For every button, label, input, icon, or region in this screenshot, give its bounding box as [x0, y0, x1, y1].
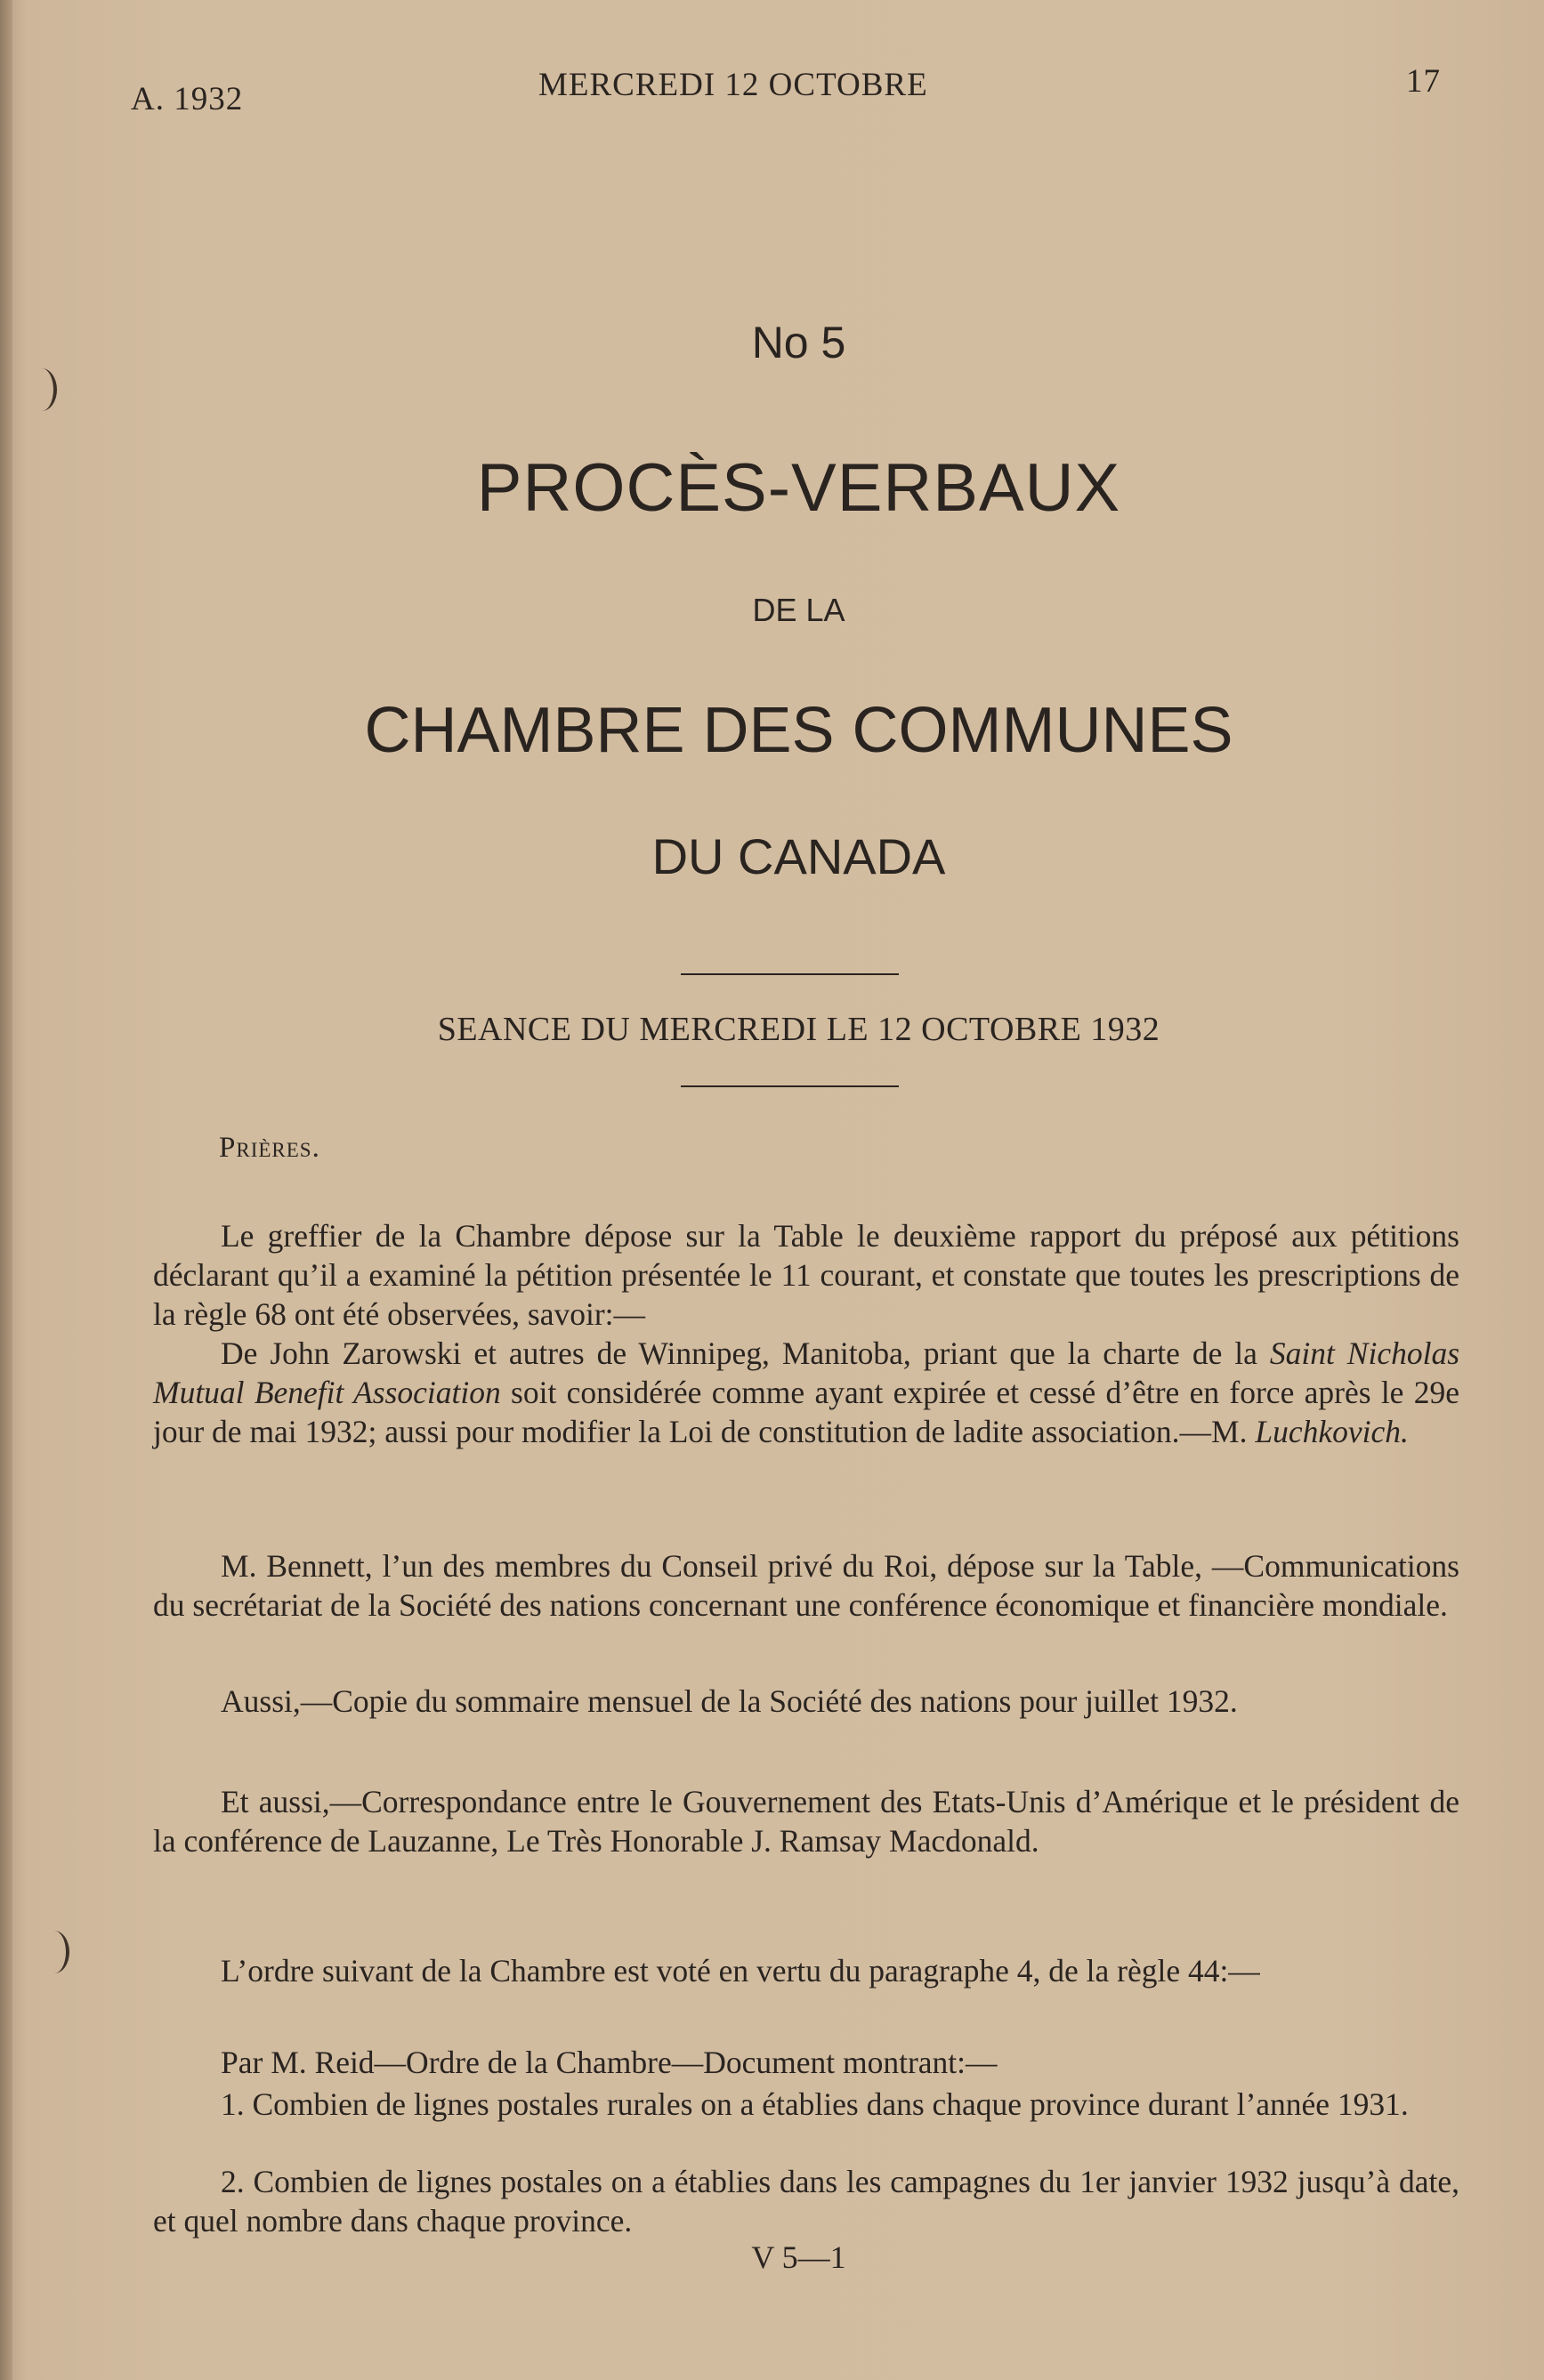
list-item	[153, 2162, 1459, 2240]
institution-title: CHAMBRE DES COMMUNES	[364, 695, 1233, 766]
paragraph-text: Aussi,—Copie du sommaire mensuel de la Société des nations pour juillet 1932.	[221, 1683, 1238, 1719]
issue-number: No 5	[751, 318, 846, 367]
country-title: DU CANADA	[651, 828, 946, 884]
paragraph-text: soit considérée comme ayant expirée et cessé d’être en force après le 29e jour de mai 1932; aussi pour modifier la Loi de constitution de ladite association.—M.	[153, 1375, 1459, 1449]
paragraph-text: Et aussi,—Correspondance entre le Gouvernement des Etats-Unis d’Amérique et le président de la conférence de Lauzanne, Le Très Honorable J. Ramsay Macdonald.	[153, 1784, 1459, 1859]
prayers-heading: Prières.	[219, 1132, 320, 1164]
paragraph-et-aussi	[153, 1782, 1459, 1860]
punch-hole-mark	[39, 1931, 69, 1973]
paragraph-reid	[153, 2043, 1459, 2082]
paragraph-text: L’ordre suivant de la Chambre est voté en vertu du paragraphe 4, de la règle 44:—	[221, 1953, 1260, 1989]
page-number: 17	[1406, 63, 1441, 100]
session-heading: SEANCE DU MERCREDI LE 12 OCTOBRE 1932	[437, 1011, 1160, 1048]
paragraph-text: 1. Combien de lignes postales rurales on a établies dans chaque province durant l’année 1931.	[221, 2086, 1409, 2122]
paragraph-aussi	[153, 1682, 1459, 1721]
paragraph-ordre	[153, 1951, 1459, 1990]
signature-mark: V 5—1	[751, 2239, 846, 2275]
paragraph-text: Par M. Reid—Ordre de la Chambre—Document montrant:—	[221, 2045, 998, 2080]
member-name: Luchkovich.	[1255, 1414, 1409, 1449]
paragraph-text: M. Bennett, l’un des membres du Conseil privé du Roi, dépose sur la Table, —Communications du secrétariat de la Société des nations concernant une conférence économique et financière mondiale.	[153, 1548, 1459, 1623]
divider-rule	[681, 1085, 899, 1087]
list-item	[153, 2085, 1459, 2124]
paragraph-bennett	[153, 1546, 1459, 1625]
paragraph-text: 2. Combien de lignes postales on a établies dans les campagnes du 1er janvier 1932 jusqu’à date, et quel nombre dans chaque province.	[153, 2164, 1459, 2239]
header-year: A. 1932	[131, 81, 244, 117]
title-connector: DE LA	[752, 592, 845, 628]
header-date: MERCREDI 12 OCTOBRE	[538, 67, 928, 103]
page-binding-edge	[0, 0, 12, 2380]
paragraph-petition-zarowski	[153, 1334, 1459, 1451]
paragraph-text: De John Zarowski et autres de Winnipeg, Manitoba, priant que la charte de la	[221, 1335, 1270, 1371]
paragraph-text: Le greffier de la Chambre dépose sur la Table le deuxième rapport du préposé aux pétitions déclarant qu’il a examiné la pétition présentée le 11 courant, et constate que toutes les prescriptions de la règle 68 ont été observées, savoir:—	[153, 1218, 1459, 1332]
divider-rule	[681, 973, 899, 975]
punch-hole-mark	[27, 368, 57, 411]
association-name: Saint Nicholas Mutual Benefit Association	[153, 1335, 1460, 1410]
paragraph-petitions-report	[153, 1216, 1459, 1451]
document-title: PROCÈS-VERBAUX	[476, 450, 1121, 526]
